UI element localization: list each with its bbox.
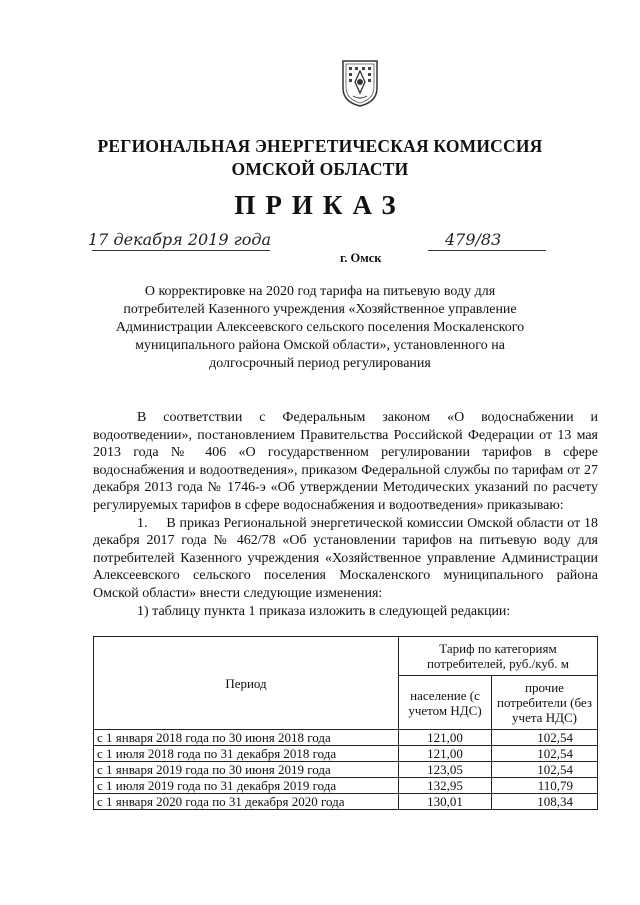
table-row bbox=[94, 778, 598, 794]
handwritten-date: 17 декабря 2019 года bbox=[88, 230, 272, 249]
intro-paragraph: В соответствии с Федеральным законом «О водоснабжении и водоотведении», постановлением Правительства Российской Федерации от 13 мая 2013 года № 406 «О государственном регулировании тарифов в сфере водоснабжения и водоотведения», приказом Федеральной службы по тарифам от 27 декабря 2013 года № 1746-э «Об утверждении Методических указаний по расчету регулируемых тарифов в сфере водоснабжения и водоотведения» приказываю: bbox=[93, 410, 598, 513]
org-name-line2: ОМСКОЙ ОБЛАСТИ bbox=[231, 159, 409, 179]
subitem-1-paragraph: 1) таблицу пункта 1 приказа изложить в следующей редакции: bbox=[137, 603, 511, 619]
row-period: с 1 января 2019 года по 30 июня 2019 года bbox=[94, 762, 399, 778]
row-other-value: 108,34 bbox=[492, 794, 598, 810]
coat-of-arms-emblem bbox=[341, 58, 379, 108]
order-subject: О корректировке на 2020 год тарифа на питьевую воду для потребителей Казенного учреждения «Хозяйственное управление Администрации Алексеевского сельского поселения Москаленского муниципального района Омской области», установленного на долгосрочный период регулирования bbox=[115, 284, 525, 371]
row-population-value: 123,05 bbox=[399, 762, 492, 778]
number-underline bbox=[428, 250, 546, 251]
row-population-value: 130,01 bbox=[399, 794, 492, 810]
tariff-table bbox=[93, 636, 598, 810]
row-population-value: 121,00 bbox=[399, 746, 492, 762]
table-row bbox=[94, 746, 598, 762]
header-tariff: Тариф по категориям потребителей, руб./куб. м bbox=[399, 637, 598, 676]
date-underline bbox=[92, 250, 270, 251]
org-name-line1: РЕГИОНАЛЬНАЯ ЭНЕРГЕТИЧЕСКАЯ КОМИССИЯ bbox=[97, 136, 543, 156]
row-other-value: 110,79 bbox=[492, 778, 598, 794]
table-row bbox=[94, 794, 598, 810]
table-row bbox=[94, 730, 598, 746]
row-population-value: 132,95 bbox=[399, 778, 492, 794]
row-other-value: 102,54 bbox=[492, 762, 598, 778]
row-other-value: 102,54 bbox=[492, 730, 598, 746]
row-period: с 1 июля 2018 года по 31 декабря 2018 года bbox=[94, 746, 399, 762]
header-other-consumers: прочие потребители (без учета НДС) bbox=[492, 676, 598, 730]
city-label: г. Омск bbox=[340, 251, 382, 265]
table-row bbox=[94, 762, 598, 778]
item-1-paragraph: 1. В приказ Региональной энергетической комиссии Омской области от 18 декабря 2017 года № 462/78 «Об установлении тарифов на питьевую воду для потребителей Казенного учреждения «Хозяйственное управление Администрации Алексеевского сельского поселения Москаленского муниципального района Омской области» внести следующие изменения: bbox=[93, 515, 598, 601]
row-population-value: 121,00 bbox=[399, 730, 492, 746]
header-period: Период bbox=[94, 637, 399, 730]
handwritten-number: 479/83 bbox=[445, 230, 502, 249]
row-period: с 1 января 2018 года по 30 июня 2018 года bbox=[94, 730, 399, 746]
row-period: с 1 января 2020 года по 31 декабря 2020 года bbox=[94, 794, 399, 810]
document-type-title: ПРИКАЗ bbox=[234, 190, 406, 220]
header-population: население (с учетом НДС) bbox=[399, 676, 492, 730]
row-other-value: 102,54 bbox=[492, 746, 598, 762]
order-body bbox=[93, 409, 598, 620]
row-period: с 1 июля 2019 года по 31 декабря 2019 года bbox=[94, 778, 399, 794]
